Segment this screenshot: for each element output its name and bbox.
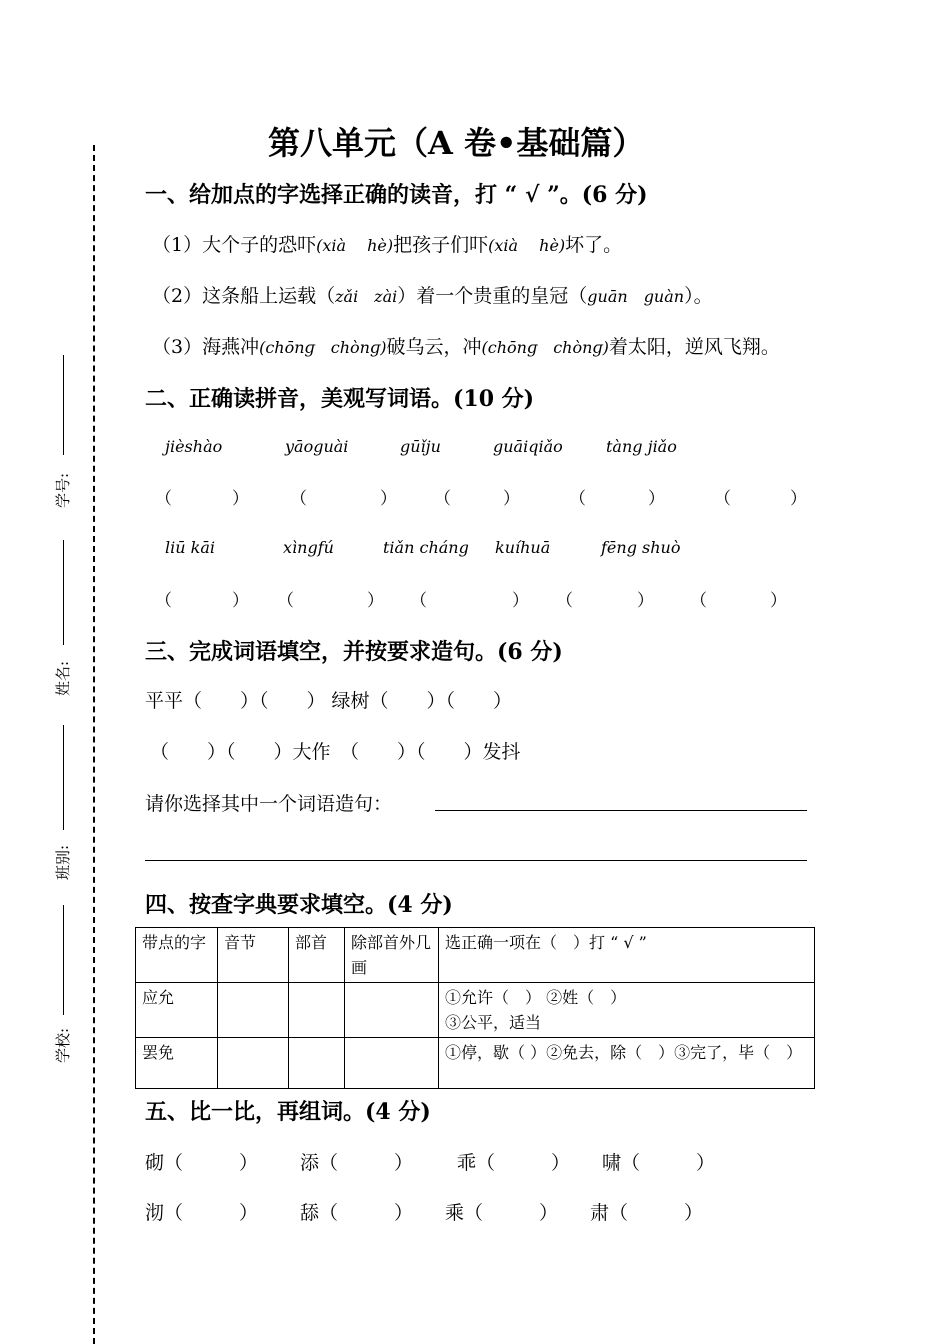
answer-open-paren: （ (569, 489, 586, 509)
s1-l2-text-b: ）着一个贵重的皇冠（ (397, 285, 588, 307)
answer-open-paren: （ (464, 1202, 484, 1224)
s2-pinyin: fēng shuò (601, 538, 681, 557)
answer-open-paren: （ (164, 1202, 184, 1224)
s2-pinyin: gūǐju (400, 437, 441, 456)
s1-l1-text-c: 坏了。 (565, 234, 623, 256)
answer-open-paren: （ (690, 591, 707, 611)
s5-char: 添 (300, 1152, 320, 1174)
radical-cell[interactable] (289, 983, 345, 1038)
s5-item (457, 1148, 570, 1175)
student-no-label: 学号: (54, 472, 73, 509)
answer-close-paren: ） (232, 489, 249, 509)
answer-open-paren: （ (319, 1202, 339, 1224)
answer-close-paren: ） (503, 489, 520, 509)
answer-close-paren: ） (770, 591, 787, 611)
dictionary-table (135, 927, 815, 1089)
table-row (136, 1038, 815, 1089)
answer-close-paren: ） (394, 1152, 414, 1174)
s5-char: 砌 (145, 1152, 165, 1174)
s5-item (145, 1148, 258, 1175)
s1-l3-text-b: 破乌云，冲 (386, 336, 482, 358)
radical-cell[interactable] (289, 1038, 345, 1089)
answer-open-paren: （ (155, 591, 172, 611)
answer-close-paren: ） (232, 591, 249, 611)
answer-open-paren: （ (410, 591, 427, 611)
school-label: 学校: (54, 1027, 73, 1064)
answer-open-paren: （ (621, 1152, 641, 1174)
s1-l1-pinyin-1: (xià hè) (316, 236, 394, 255)
answer-close-paren: ） (394, 1202, 414, 1224)
section-2-heading: 二、正确读拼音，美观写词语。(10 分) (145, 386, 535, 412)
word-cell: 应允 (136, 983, 218, 1038)
s5-char: 舔 (300, 1202, 320, 1224)
s3-line-2: （ ）（ ）大作 （ ）（ ）发抖 (150, 741, 521, 763)
s1-l2-text-c: ）。 (684, 285, 713, 307)
header-cell: 除部首外几画 (345, 928, 439, 983)
s5-char: 乖 (457, 1152, 477, 1174)
syllable-cell[interactable] (218, 983, 289, 1038)
school-line (63, 905, 64, 1015)
s1-l3-text-c: 着太阳，逆风飞翔。 (608, 336, 780, 358)
answer-open-paren: （ (476, 1152, 496, 1174)
s1-l3-text-a: （3）海燕冲 (152, 336, 260, 358)
answer-open-paren: （ (319, 1152, 339, 1174)
class-label: 班别: (54, 844, 73, 881)
s1-l2-text-a: （2）这条船上运载（ (152, 285, 336, 307)
answer-close-paren: ） (512, 591, 529, 611)
options-cell[interactable]: ①允许（ ） ②姓（ ） ③公平，适当 (439, 983, 815, 1038)
answer-close-paren: ） (551, 1152, 571, 1174)
s1-line-1 (152, 230, 622, 257)
s1-l1-text-a: （1）大个子的恐吓 (152, 234, 317, 256)
answer-close-paren: ） (539, 1202, 559, 1224)
student-no-line (63, 355, 64, 455)
s3-line-1: 平平（ ）（ ） 绿树（ ）（ ） (145, 690, 513, 712)
s5-item (590, 1198, 703, 1225)
s2-pinyin: tàng jiǎo (606, 437, 677, 456)
s3-sentence-prompt: 请你选择其中一个词语造句： (145, 793, 393, 815)
answer-close-paren: ） (696, 1152, 716, 1174)
s2-pinyin: liū kāi (165, 538, 215, 557)
answer-close-paren: ） (380, 489, 397, 509)
s5-char: 乘 (445, 1202, 465, 1224)
s5-char: 沏 (145, 1202, 165, 1224)
answer-open-paren: （ (277, 591, 294, 611)
s1-l3-pinyin-2: (chōnɡ chònɡ) (481, 338, 609, 357)
s1-line-3 (152, 332, 780, 359)
answer-open-paren: （ (155, 489, 172, 509)
sentence-answer-line-1[interactable] (435, 810, 807, 811)
s1-l3-pinyin-1: (chōnɡ chònɡ) (259, 338, 387, 357)
syllable-cell[interactable] (218, 1038, 289, 1089)
sentence-answer-line-2[interactable] (145, 860, 807, 861)
table-header-row (136, 928, 815, 983)
s5-char: 肃 (590, 1202, 610, 1224)
name-label: 姓名: (54, 660, 73, 697)
answer-open-paren: （ (164, 1152, 184, 1174)
s1-line-2 (152, 281, 713, 308)
s5-item (445, 1198, 558, 1225)
answer-open-paren: （ (434, 489, 451, 509)
section-1-heading: 一、给加点的字选择正确的读音，打 “ √ ”。(6 分) (145, 182, 648, 208)
answer-open-paren: （ (290, 489, 307, 509)
s1-l1-pinyin-2: (xià hè) (488, 236, 566, 255)
strokes-cell[interactable] (345, 983, 439, 1038)
s5-char: 啸 (602, 1152, 622, 1174)
answer-close-paren: ） (648, 489, 665, 509)
s2-pinyin: kuíhuā (495, 538, 551, 557)
s1-l2-pinyin-1: zǎi zài (335, 287, 398, 306)
s5-item (602, 1148, 715, 1175)
section-3-heading: 三、完成词语填空，并按要求造句。(6 分) (145, 639, 563, 665)
s1-l2-pinyin-2: guān guàn (587, 287, 685, 306)
header-cell: 带点的字 (136, 928, 218, 983)
s2-pinyin: jièshào (165, 437, 223, 456)
answer-open-paren: （ (714, 489, 731, 509)
s2-pinyin: tiǎn cháng (383, 538, 469, 557)
section-5-heading: 五、比一比，再组词。(4 分) (145, 1099, 431, 1125)
answer-close-paren: ） (637, 591, 654, 611)
strokes-cell[interactable] (345, 1038, 439, 1089)
s5-item (300, 1148, 413, 1175)
s1-l1-text-b: 把孩子们吓 (393, 234, 489, 256)
s5-item (300, 1198, 413, 1225)
s2-pinyin: yāoguài (285, 437, 349, 456)
answer-close-paren: ） (790, 489, 807, 509)
answer-close-paren: ） (684, 1202, 704, 1224)
answer-close-paren: ） (239, 1152, 259, 1174)
class-line (63, 725, 64, 830)
s2-pinyin: guāiqiǎo (493, 437, 563, 456)
header-cell: 音节 (218, 928, 289, 983)
name-line (63, 540, 64, 645)
answer-close-paren: ） (239, 1202, 259, 1224)
answer-open-paren: （ (556, 591, 573, 611)
s5-item (145, 1198, 258, 1225)
binding-dashed-line (93, 145, 95, 1344)
word-cell: 罢免 (136, 1038, 218, 1089)
s2-pinyin: xìngfú (283, 538, 334, 557)
page-title: 第八单元（A 卷•基础篇） (268, 124, 645, 162)
header-cell: 选正确一项在（ ）打 “ √ ” (439, 928, 815, 983)
header-cell: 部首 (289, 928, 345, 983)
answer-open-paren: （ (609, 1202, 629, 1224)
options-cell[interactable]: ①停，歇（ ）②免去，除（ ）③完了，毕（ ） (439, 1038, 815, 1089)
section-4-heading: 四、按查字典要求填空。(4 分) (145, 892, 453, 918)
answer-close-paren: ） (367, 591, 384, 611)
table-row (136, 983, 815, 1038)
